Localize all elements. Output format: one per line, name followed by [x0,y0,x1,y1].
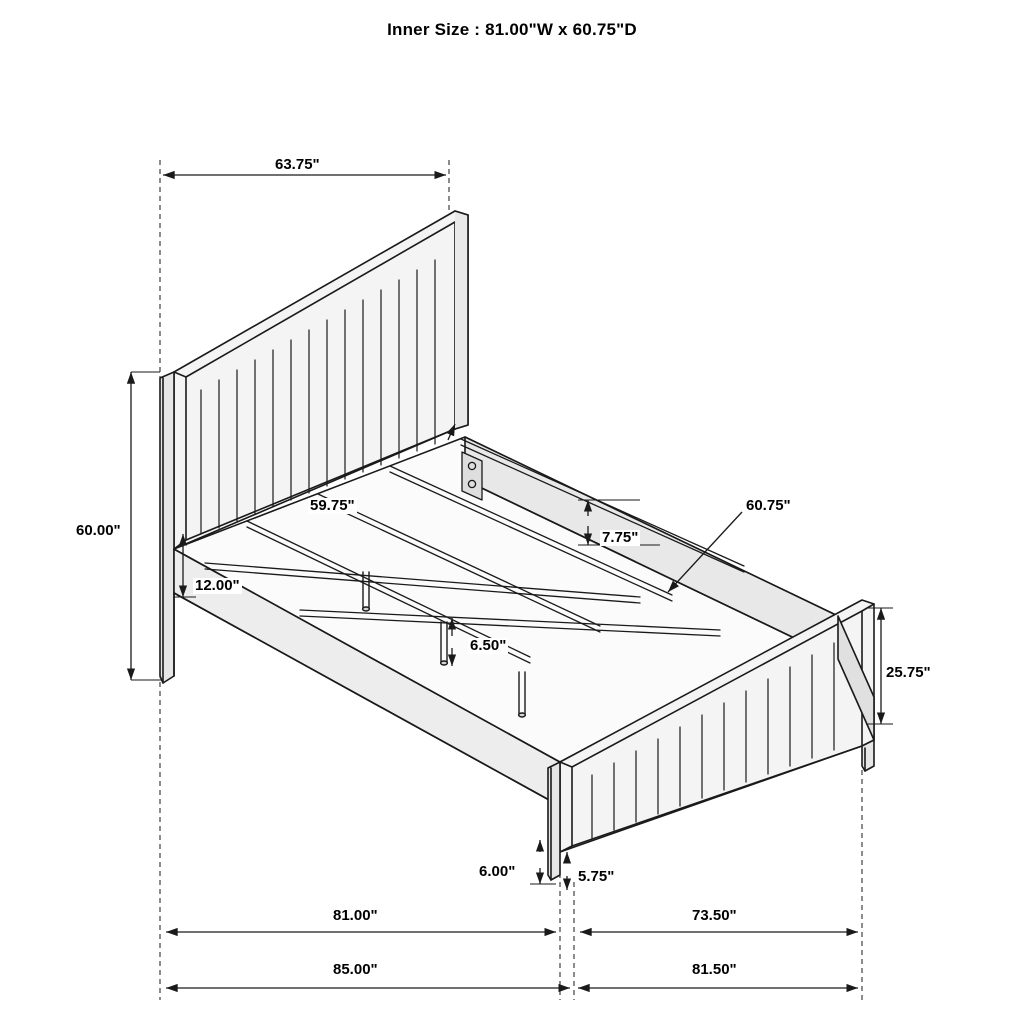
dimension-label-headboard-inner-span: 59.75" [310,497,355,514]
dimension-label-headboard-height: 60.00" [76,522,121,539]
dimension-label-inner-length: 81.00" [333,907,378,924]
dimension-label-footboard-height: 25.75" [886,664,931,681]
dimension-label-side-rail-depth: 60.75" [746,497,791,514]
dimension-label-deck-clearance: 12.00" [195,577,240,594]
dimension-label-center-leg-height: 6.50" [470,637,507,654]
dimension-label-rail-drop: 7.75" [602,529,639,546]
dimension-label-foot-leg-height: 5.75" [578,868,615,885]
dimension-label-overall-width: 81.50" [692,961,737,978]
dimension-label-footboard-clearance: 6.00" [479,863,516,880]
dimension-label-overall-length: 85.00" [333,961,378,978]
page-title: Inner Size : 81.00"W x 60.75"D [387,20,637,39]
dimension-label-inner-width-span: 73.50" [692,907,737,924]
dimension-label-headboard-width: 63.75" [275,156,320,173]
